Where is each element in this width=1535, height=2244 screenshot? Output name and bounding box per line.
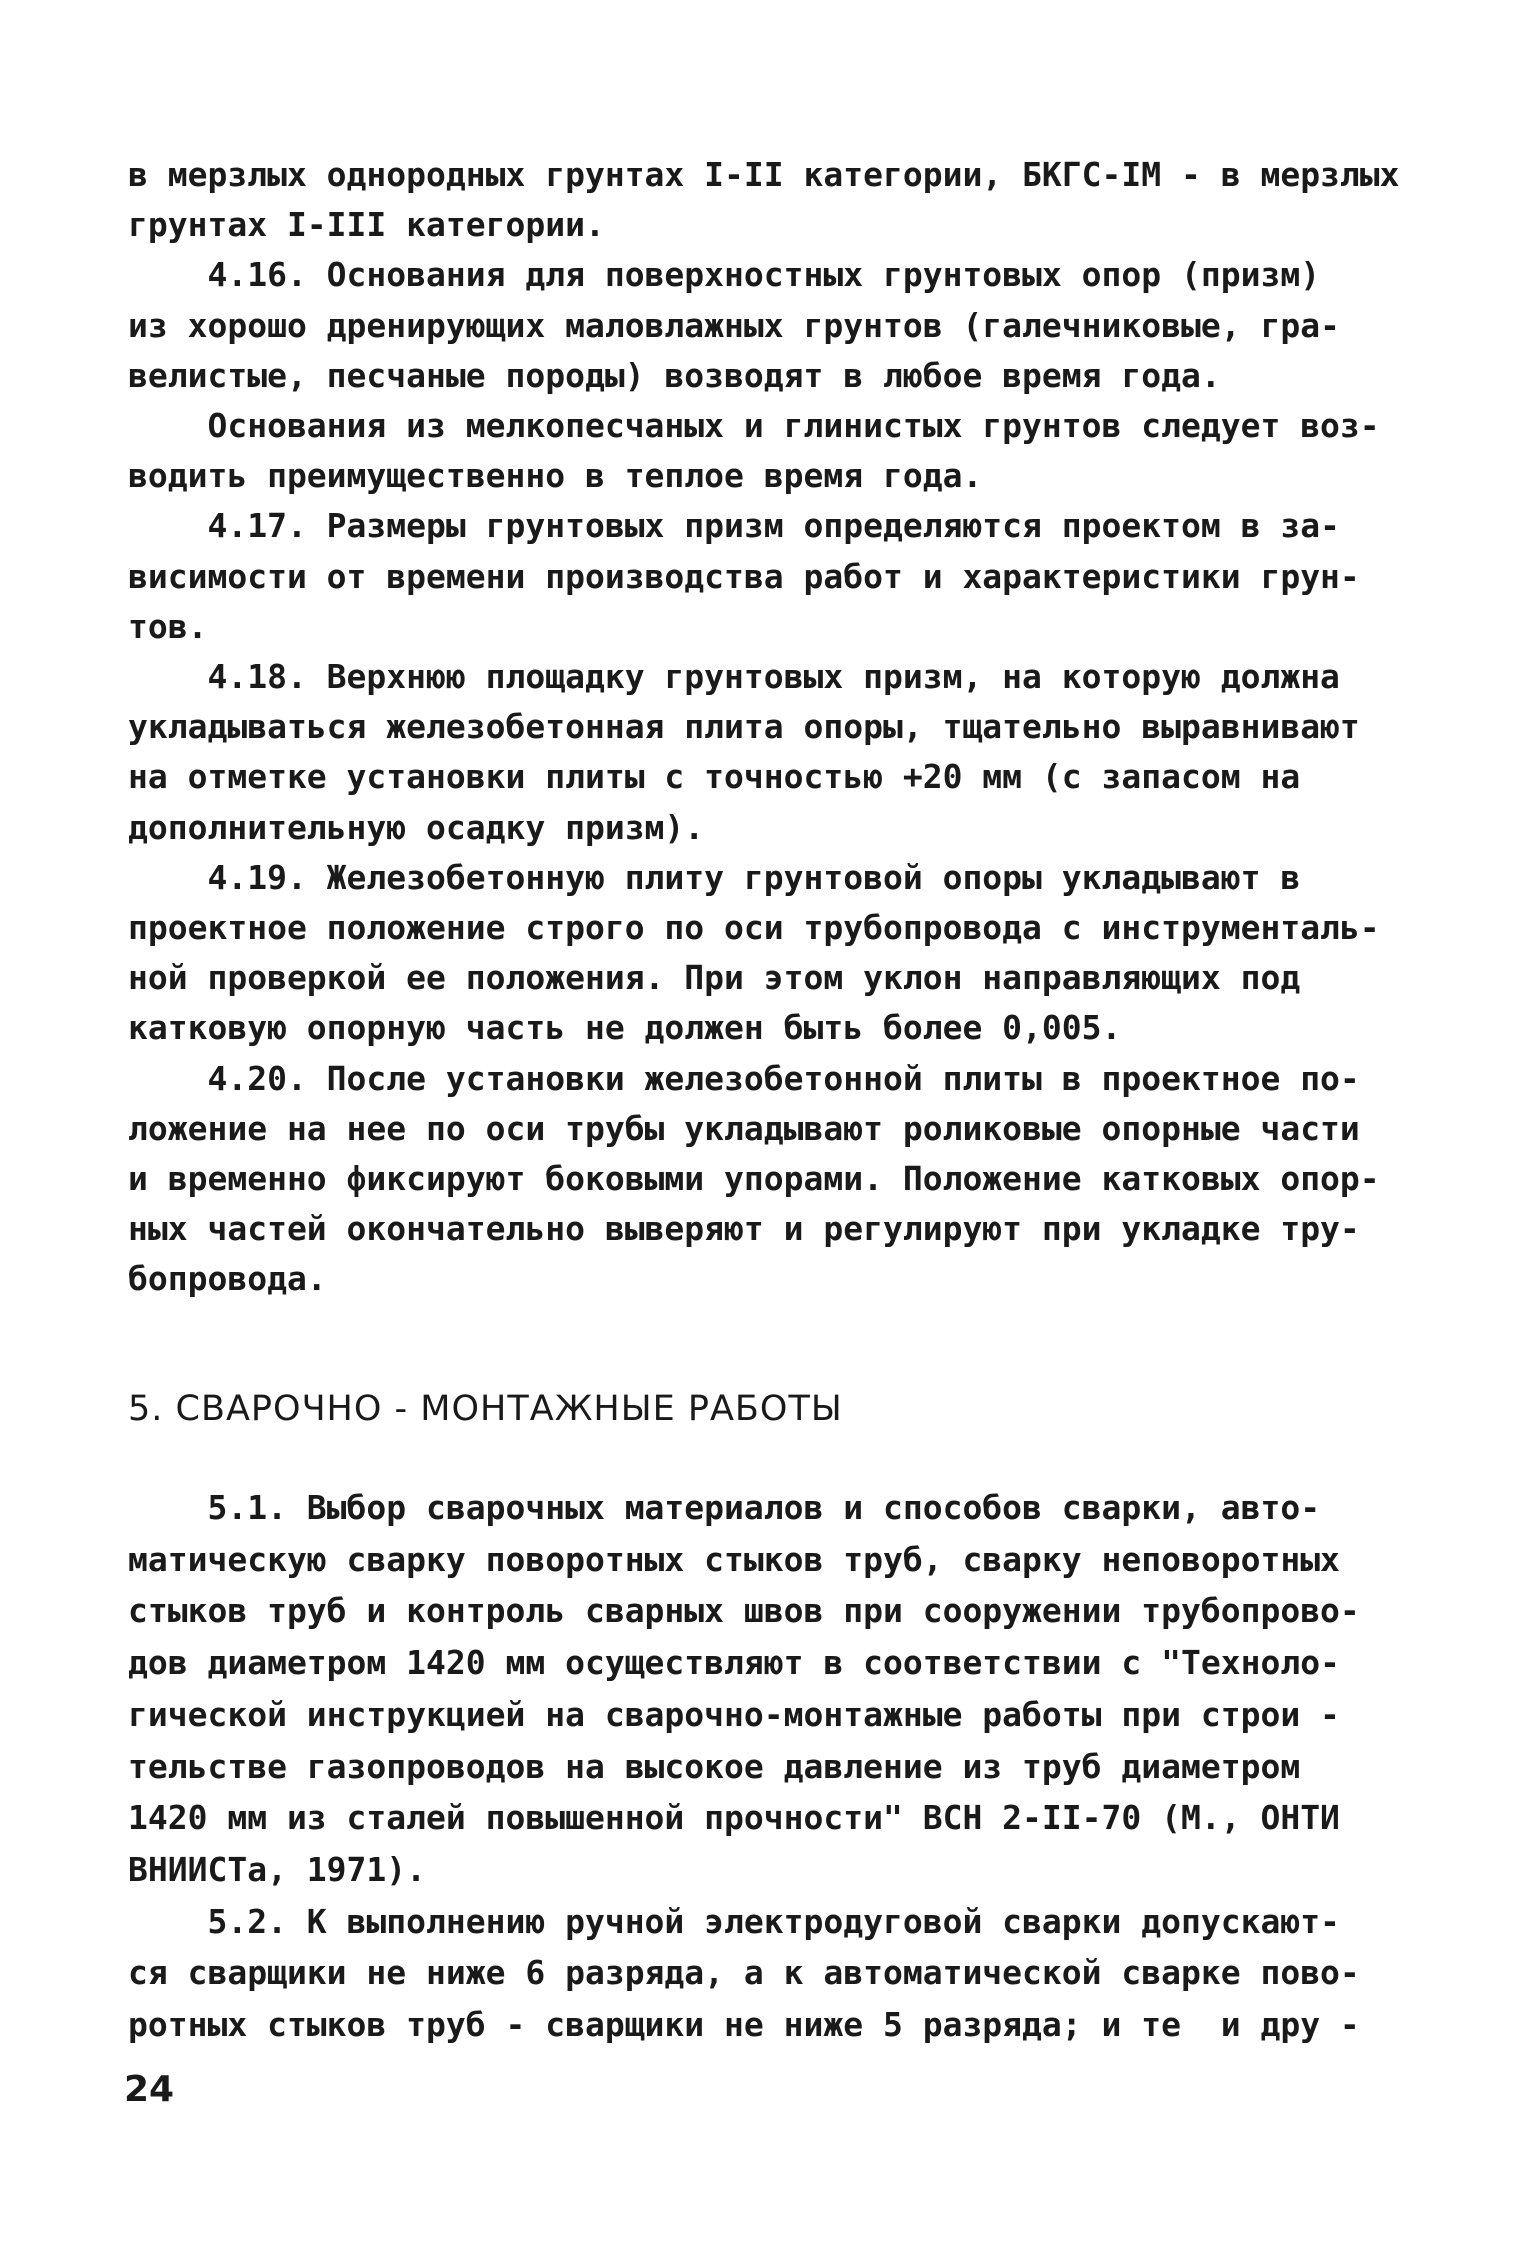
text-line: катковую опорную часть не должен быть более 0,005.	[128, 1008, 1122, 1048]
text-line: ротных стыков труб - сварщики не ниже 5 разряда; и те и дру -	[128, 2005, 1360, 2044]
text-line: дополнительную осадку призм).	[128, 807, 705, 847]
page-number: 24	[124, 2069, 175, 2110]
text-line: гической инструкцией на сварочно-монтажные работы при строи -	[128, 1694, 1340, 1734]
text-line: бопровода.	[128, 1259, 327, 1299]
text-line: стыков труб и контроль сварных швов при сооружении трубопрово-	[128, 1591, 1360, 1631]
section-5-heading: 5. СВАРОЧНО - МОНТАЖНЫЕ РАБОТЫ	[128, 1389, 843, 1429]
text-line: ной проверкой ее положения. При этом уклон направляющих под	[128, 958, 1301, 998]
text-line: в мерзлых однородных грунтах I-II категории, БКГС-IM - в мерзлых	[128, 155, 1400, 194]
text-line: висимости от времени производства работ и характеристики грун-	[128, 556, 1360, 596]
text-line: велистые, песчаные породы) возводят в любое время года.	[128, 355, 1221, 395]
text-line: из хорошо дренирующих маловлажных грунтов (галечниковые, гра-	[128, 305, 1340, 345]
text-line: 5.2. К выполнению ручной электродуговой сварки допускают-	[128, 1901, 1340, 1941]
text-line: 4.19. Железобетонную плиту грунтовой опоры укладывают в	[128, 857, 1301, 897]
text-line: 4.17. Размеры грунтовых призм определяются проектом в за-	[128, 506, 1340, 546]
text-line: 5.1. Выбор сварочных материалов и способов сварки, авто-	[128, 1488, 1321, 1527]
text-line: на отметке установки плиты с точностью +20 мм (с запасом на	[128, 757, 1301, 797]
text-line: ся сварщики не ниже 6 разряда, а к автоматической сварке пово-	[128, 1953, 1360, 1993]
text-line: 4.18. Верхнюю площадку грунтовых призм, на которую должна	[128, 657, 1340, 696]
text-line: водить преимущественно в теплое время года.	[128, 456, 983, 496]
text-line: и временно фиксируют боковыми упорами. Положение катковых опор-	[128, 1159, 1380, 1198]
text-line: укладываться железобетонная плита опоры, тщательно выравнивают	[128, 707, 1360, 747]
text-line: тельстве газопроводов на высокое давление из труб диаметром	[128, 1746, 1301, 1786]
text-line: Основания из мелкопесчаных и глинистых грунтов следует воз-	[128, 406, 1380, 445]
text-line: проектное положение строго по оси трубопровода с инструменталь-	[128, 908, 1380, 947]
text-line: грунтах I-III категории.	[128, 205, 605, 245]
text-line: ложение на нее по оси трубы укладывают роликовые опорные части	[128, 1108, 1360, 1148]
text-line: 1420 мм из сталей повышенной прочности" ВСН 2-II-70 (М., ОНТИ	[128, 1798, 1340, 1838]
text-line: ВНИИСТа, 1971).	[128, 1849, 427, 1889]
text-line: ных частей окончательно выверяют и регулируют при укладке тру-	[128, 1209, 1360, 1249]
text-line: тов.	[128, 606, 208, 646]
text-line: дов диаметром 1420 мм осуществляют в соответствии с "Техноло-	[128, 1643, 1340, 1683]
text-line: 4.20. После установки железобетонной плиты в проектное по-	[128, 1058, 1360, 1098]
text-line: матическую сварку поворотных стыков труб, сварку неповоротных	[128, 1539, 1340, 1579]
text-line: 4.16. Основания для поверхностных грунтовых опор (призм)	[128, 255, 1321, 295]
